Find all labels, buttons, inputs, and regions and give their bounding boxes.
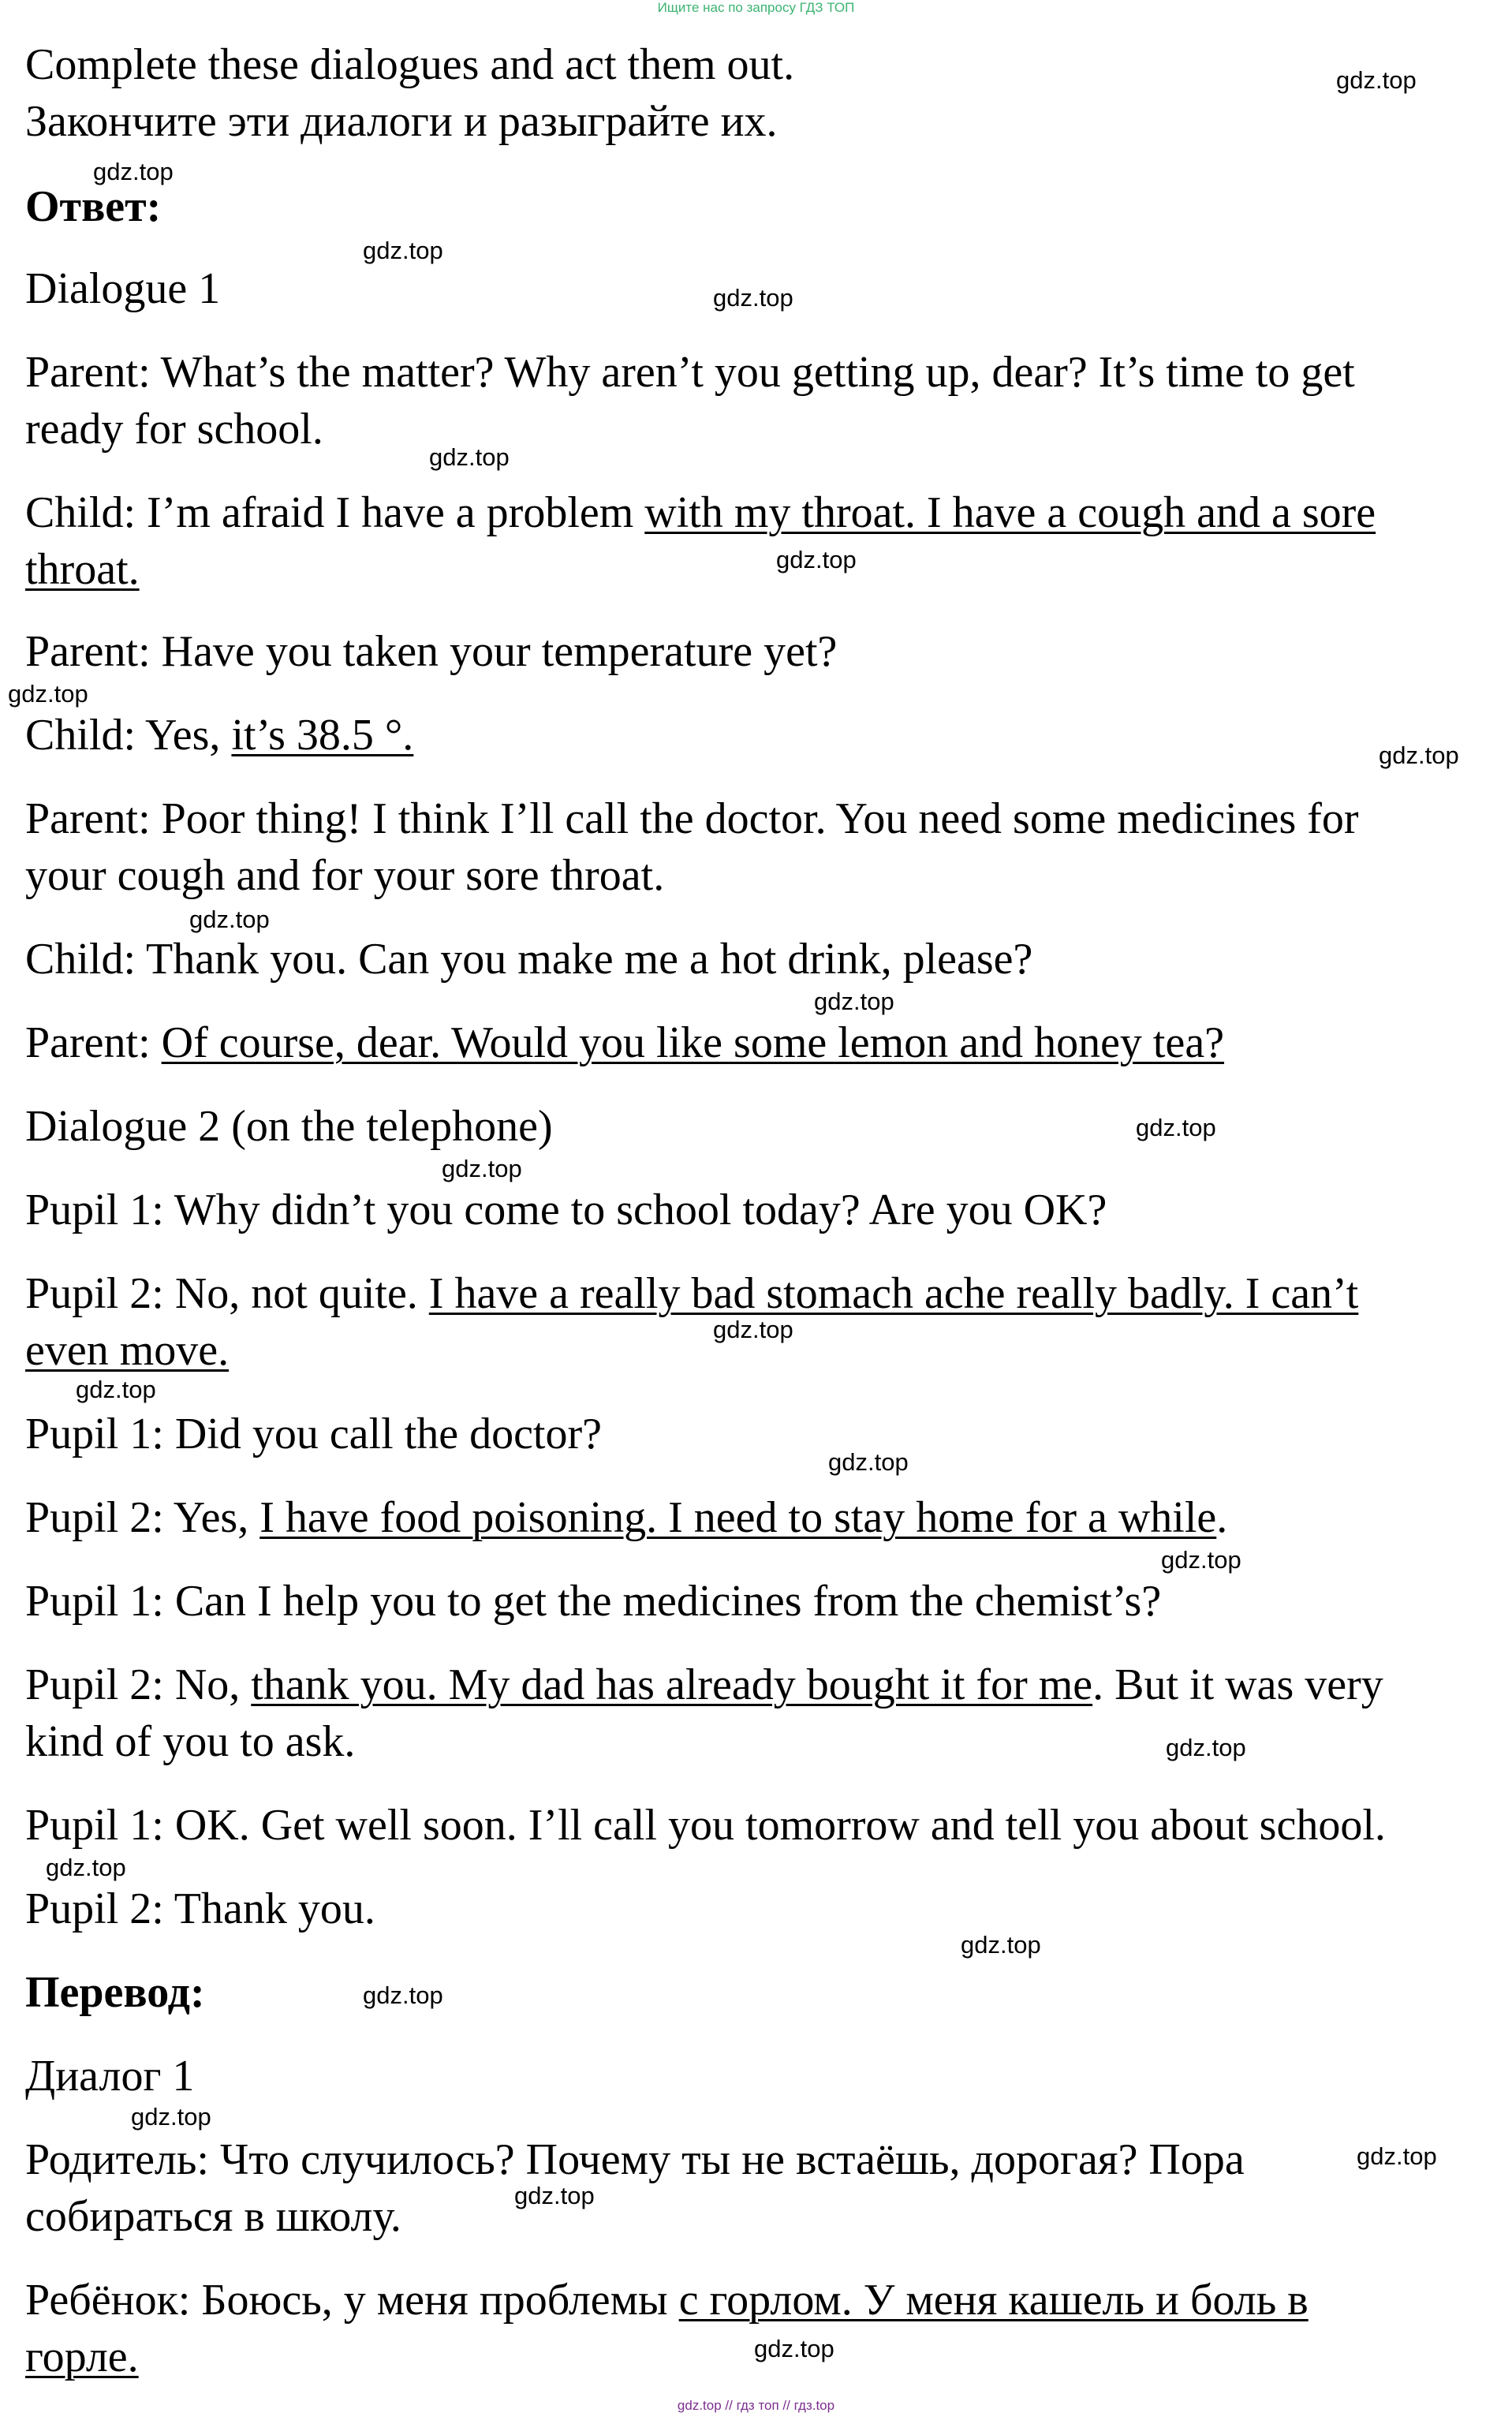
dialogue-text: Pupil 2: No, not quite. [25,1269,429,1318]
watermark: gdz.top [776,546,857,573]
dialogue-line [25,1265,1358,1322]
dialogue-line [25,1656,1383,1713]
dialogue-line: Parent: Poor thing! I think I’ll call the doctor. You need some medicines for [25,794,1359,843]
watermark: gdz.top [363,1981,443,2009]
watermark: gdz.top [814,988,894,1015]
watermark: gdz.top [754,2335,834,2362]
answer-underlined: Of course, dear. Would you like some lemon and honey tea? [161,1018,1225,1067]
dialogue-line: Pupil 1: Why didn’t you come to school today? Are you OK? [25,1186,1107,1234]
dialogue-line: Pupil 2: Thank you. [25,1884,375,1933]
watermark: gdz.top [189,906,270,933]
dialogue-text: Child: Yes, [25,711,232,760]
bottom-banner: gdz.top // гдз топ // гдз.top [677,2398,835,2413]
dialogue-line: Pupil 1: OK. Get well soon. I’ll call you tomorrow and tell you about school. [25,1801,1386,1850]
watermark: gdz.top [76,1376,156,1403]
watermark: gdz.top [713,284,793,312]
watermark: gdz.top [131,2103,211,2131]
dialogue-line [25,484,1376,541]
dialogue-line: Parent: Have you taken your temperature yet? [25,627,838,676]
dialogue-text: . [1216,1493,1228,1542]
dialogue-1-title-ru: Диалог 1 [25,2052,195,2101]
dialogue-line: Pupil 1: Did you call the doctor? [25,1410,602,1458]
dialogue-line [25,541,140,598]
dialogue-line [25,1014,1224,1071]
watermark: gdz.top [713,1316,793,1343]
dialogue-text: Child: I’m afraid I have a problem [25,488,645,537]
answer-underlined: throat. [25,545,140,594]
answer-heading: Ответ: [25,182,162,231]
dialogue-line: Родитель: Что случилось? Почему ты не встаёшь, дорогая? Пора [25,2135,1245,2184]
answer-underlined: с горлом. У меня кашель и боль в [678,2276,1309,2325]
dialogue-text: Pupil 2: No, [25,1660,252,1709]
watermark: gdz.top [442,1155,522,1182]
watermark: gdz.top [363,237,443,264]
answer-underlined: it’s 38.5 °. [231,711,414,760]
watermark: gdz.top [93,158,174,185]
dialogue-line [25,1322,229,1379]
dialogue-line: your cough and for your sore throat. [25,851,665,900]
answer-underlined: горле. [25,2332,139,2381]
dialogue-line [25,2329,139,2385]
watermark: gdz.top [1166,1734,1246,1761]
dialogue-text: . But it was very [1092,1660,1383,1709]
watermark: gdz.top [1357,2142,1437,2170]
watermark: gdz.top [514,2182,595,2209]
dialogue-line: Parent: What’s the matter? Why aren’t you getting up, dear? It’s time to get [25,348,1355,397]
dialogue-line: Pupil 1: Can I help you to get the medicines from the chemist’s? [25,1577,1162,1626]
watermark: gdz.top [1161,1546,1241,1574]
task-text-en: Complete these dialogues and act them out. [25,40,795,89]
watermark: gdz.top [1379,741,1459,769]
watermark: gdz.top [8,680,88,708]
watermark: gdz.top [1136,1114,1216,1141]
dialogue-line [25,2272,1309,2329]
watermark: gdz.top [1336,66,1417,94]
translation-heading: Перевод: [25,1968,205,2017]
answer-underlined: I have food poisoning. I need to stay home for a while [259,1493,1217,1542]
dialogue-text: Ребёнок: Боюсь, у меня проблемы [25,2276,679,2325]
dialogue-line: kind of you to ask. [25,1717,356,1766]
watermark: gdz.top [429,443,510,471]
top-banner: Ищите нас по запросу ГДЗ ТОП [657,0,855,15]
watermark: gdz.top [46,1854,126,1881]
dialogue-2-title: Dialogue 2 (on the telephone) [25,1102,553,1151]
dialogue-line: Child: Thank you. Can you make me a hot drink, please? [25,935,1033,984]
answer-underlined: with my throat. I have a cough and a sore [644,488,1376,537]
watermark: gdz.top [961,1931,1041,1959]
dialogue-text: Pupil 2: Yes, [25,1493,260,1542]
task-text-ru: Закончите эти диалоги и разыграйте их. [25,97,778,146]
dialogue-line [25,707,413,764]
dialogue-1-title: Dialogue 1 [25,264,221,313]
dialogue-line: ready for school. [25,405,323,454]
answer-underlined: thank you. My dad has already bought it for me [251,1660,1093,1709]
answer-underlined: I have a really bad stomach ache really badly. I can’t [428,1269,1359,1318]
dialogue-line [25,1489,1227,1546]
answer-underlined: even move. [25,1326,230,1375]
watermark: gdz.top [828,1448,909,1476]
dialogue-text: Parent: [25,1018,162,1067]
dialogue-line: собираться в школу. [25,2192,401,2241]
